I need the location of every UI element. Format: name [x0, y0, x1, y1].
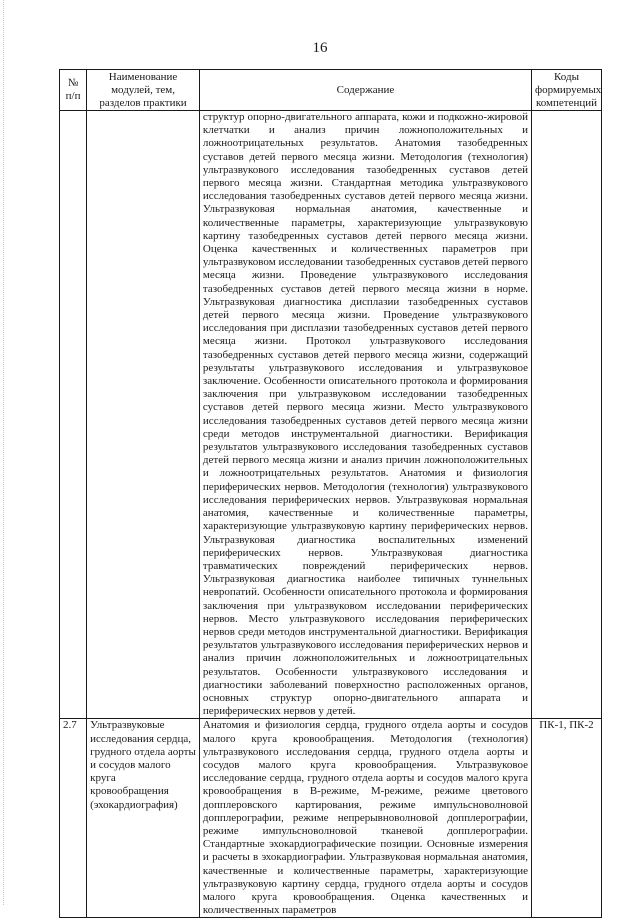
- header-content: Содержание: [199, 70, 531, 111]
- row-content: структур опорно-двигательного аппарата, кожи и подкожно-жировой клетчатки и анализ причин ложноположительных и ложноотрицательных результатов. Анатомия тазобедренных суставов детей первого месяца жизни. Методология (технология) ультразвукового исследования тазобедренных суставов детей первого месяца жизни. Стандартная методика ультразвукового исследования тазобедренных суставов детей первого месяца жизни. Ультразвуковая нормальная анатомия, качественные и количественные параметры, характеризующие ультразвуковую картину тазобедренных суставов детей первого месяца жизни. Оценка качественных и количественных параметров при ультразвуковом исследовании тазобедренных суставов детей первого месяца жизни. Проведение ультразвукового исследования тазобедренных суставов детей первого месяца жизни в норме. Ультразвуковая диагностика дисплазии тазобедренных суставов детей первого месяца жизни. Проведение ультразвукового исследования при дисплазии тазобедренных суставов детей первого месяца жизни. Протокол ультразвукового исследования тазобедренных суставов детей первого месяца жизни, содержащий результаты ультразвукового исследования и ультразвуковое заключение. Особенности описательного протокола и формирования заключения при ультразвуковом исследовании тазобедренных суставов детей первого месяца жизни. Место ультразвукового исследования тазобедренных суставов детей первого месяца жизни среди методов инструментальной диагностики. Верификация результатов ультразвукового исследования тазобедренных суставов детей первого месяца жизни и анализ причин ложноположительных и ложноотрицательных результатов. Анатомия и физиология периферических нервов. Методология (технология) ультразвукового исследования периферических нервов. Ультразвуковая нормальная анатомия, качественные и количественные параметры, характеризующие ультразвуковую картину периферических нервов. Ультразвуковая диагностика воспалительных изменений периферических нервов. Ультразвуковая диагностика травматических повреждений периферических нервов. Ультразвуковая диагностика наиболее типичных туннельных невропатий. Особенности описательного протокола и формирования заключения при ультразвуковом исследовании периферических нервов. Место ультразвукового исследования периферических нервов среди методов инструментальной диагностики. Верификация результатов ультразвукового исследования периферических нервов и анализ причин ложноположительных и ложноотрицательных результатов. Особенности ультразвукового исследования и диагностики заболеваний поверхностно расположенных органов, основных структур опорно-двигательного аппарата и периферических нервов у детей.: [199, 111, 531, 719]
- table-row: [60, 111, 602, 719]
- row-codes: [532, 111, 602, 719]
- row-num: 2.7: [60, 719, 87, 918]
- table-header-row: [60, 70, 602, 111]
- row-name: [87, 111, 200, 719]
- header-codes: Коды формируемых компетенций: [532, 70, 602, 111]
- header-num: № п/п: [60, 70, 87, 111]
- row-codes: ПК-1, ПК-2: [532, 719, 602, 918]
- page-number: 16: [312, 40, 328, 56]
- row-content: Анатомия и физиология сердца, грудного отдела аорты и сосудов малого круга кровообращения. Методология (технология) ультразвукового исследования сердца, грудного отдела аорты и сосудов малого круга кровообращения. Ультразвуковое исследование сердца, грудного отдела аорты и сосудов малого круга кровообращения в В-режиме, М-режиме, режиме цветового допплеровского картирования, режиме импульсноволновой допплерографии, режиме непрерывноволновой допплерографии, режиме импульсноволновой тканевой допплерографии. Стандартные эхокардиографические позиции. Основные измерения и расчеты в эхокардиографии. Ультразвуковая нормальная анатомия, качественные и количественные параметры, характеризующие ультразвуковую картину сердца, грудного отдела аорты и сосудов малого круга кровообращения. Оценка качественных и количественных параметров: [199, 719, 531, 918]
- header-name: Наименование модулей, тем, разделов практики: [87, 70, 200, 111]
- curriculum-table: [59, 69, 602, 918]
- scan-edge-line: [3, 0, 5, 905]
- row-name: Ультразвуковые исследования сердца, грудного отдела аорты и сосудов малого круга кровообращения (эхокардиография): [87, 719, 200, 918]
- row-num: [60, 111, 87, 719]
- table-row: [60, 719, 602, 918]
